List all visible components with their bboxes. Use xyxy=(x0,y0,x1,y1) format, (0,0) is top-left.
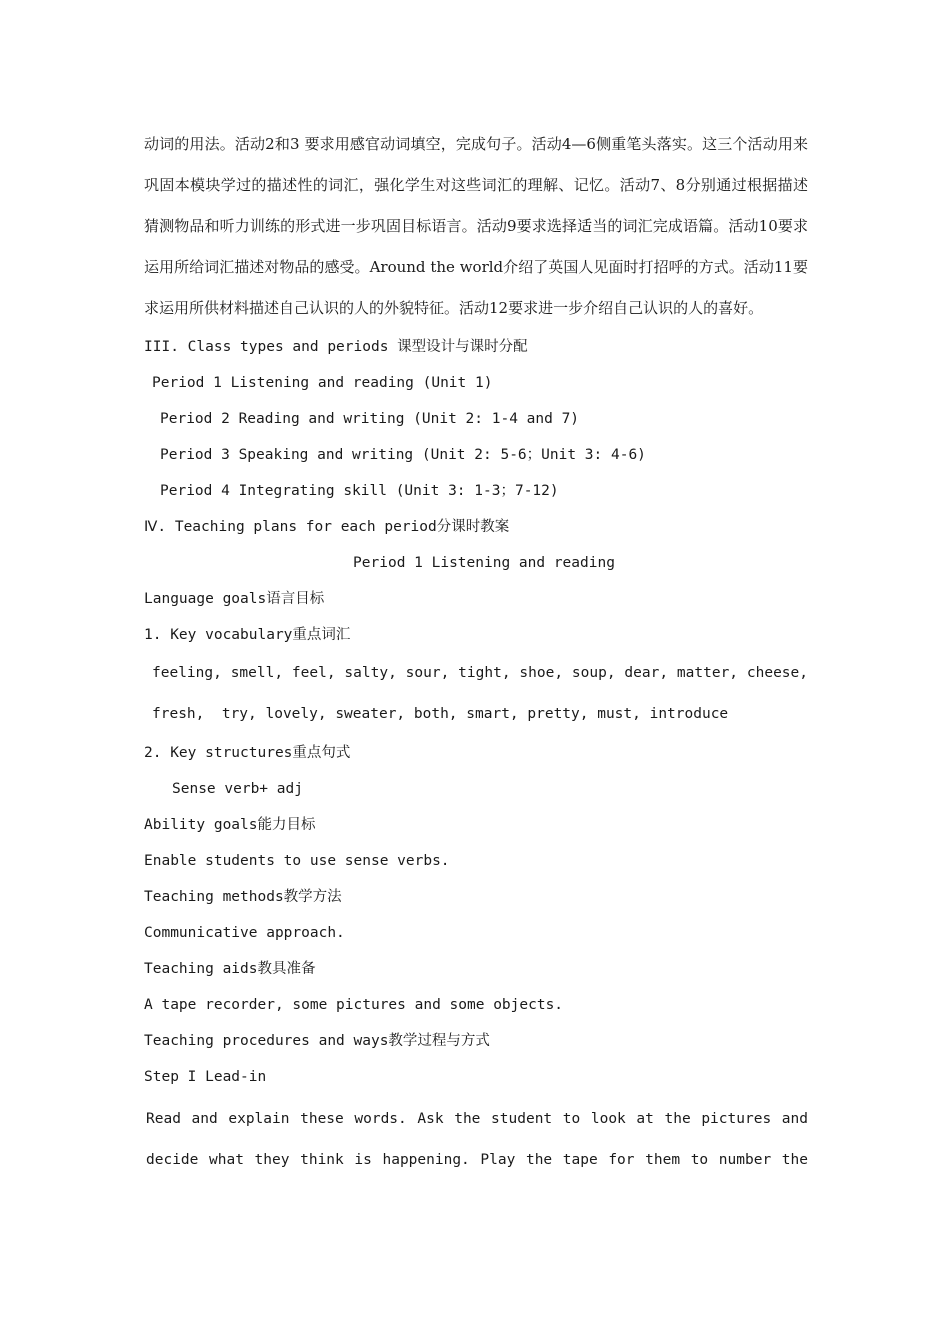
section3-heading: III. Class types and periods 课型设计与课时分配 xyxy=(144,339,528,355)
step-1-heading: Step I Lead-in xyxy=(144,1069,267,1085)
ability-goals-text: Enable students to use sense verbs. xyxy=(144,853,450,869)
step-1-text: Read and explain these words. Ask the student to look at the pictures and decide what they think is happening. Play the tape for them to number the xyxy=(146,1111,808,1168)
key-structures-heading: 2. Key structures重点句式 xyxy=(144,745,351,761)
period-2-line: Period 2 Reading and writing (Unit 2: 1-4 and 7) xyxy=(160,411,580,427)
document-page xyxy=(144,124,808,1181)
period-1-line: Period 1 Listening and reading (Unit 1) xyxy=(152,375,493,391)
ability-goals-heading: Ability goals能力目标 xyxy=(144,817,316,833)
period-3-line: Period 3 Speaking and writing (Unit 2: 5-6；Unit 3: 4-6) xyxy=(160,447,646,463)
vocabulary-line-2: fresh, try, lovely, sweater, both, smart, pretty, must, introduce xyxy=(152,706,729,722)
intro-paragraph: 动词的用法。活动2和3 要求用感官动词填空，完成句子。活动4—6侧重笔头落实。这三个活动用来巩固本模块学过的描述性的词汇，强化学生对这些词汇的理解、记忆。活动7、8分别通过根据描述猜测物品和听力训练的形式进一步巩固目标语言。活动9要求选择适当的词汇完成语篇。活动10要求运用所给词汇描述对物品的感受。Around the world介绍了英国人见面时打招呼的方式。活动11要求运用所供材料描述自己认识的人的外貌特征。活动12要求进一步介绍自己认识的人的喜好。 xyxy=(144,135,808,317)
language-goals-heading: Language goals语言目标 xyxy=(144,591,325,607)
teaching-aids-heading: Teaching aids教具准备 xyxy=(144,961,316,977)
teaching-methods-heading: Teaching methods教学方法 xyxy=(144,889,342,905)
period-title: Period 1 Listening and reading xyxy=(353,555,615,571)
period-4-line: Period 4 Integrating skill (Unit 3: 1-3；7-12) xyxy=(160,483,559,499)
section4-heading: Ⅳ. Teaching plans for each period分课时教案 xyxy=(144,519,510,535)
key-vocabulary-heading: 1. Key vocabulary重点词汇 xyxy=(144,627,351,643)
structure-text: Sense verb+ adj xyxy=(172,781,303,797)
vocabulary-line-1: feeling, smell, feel, salty, sour, tight, shoe, soup, dear, matter, cheese, xyxy=(152,665,808,681)
teaching-methods-text: Communicative approach. xyxy=(144,925,345,941)
teaching-aids-text: A tape recorder, some pictures and some objects. xyxy=(144,997,564,1013)
teaching-procedures-heading: Teaching procedures and ways教学过程与方式 xyxy=(144,1033,490,1049)
